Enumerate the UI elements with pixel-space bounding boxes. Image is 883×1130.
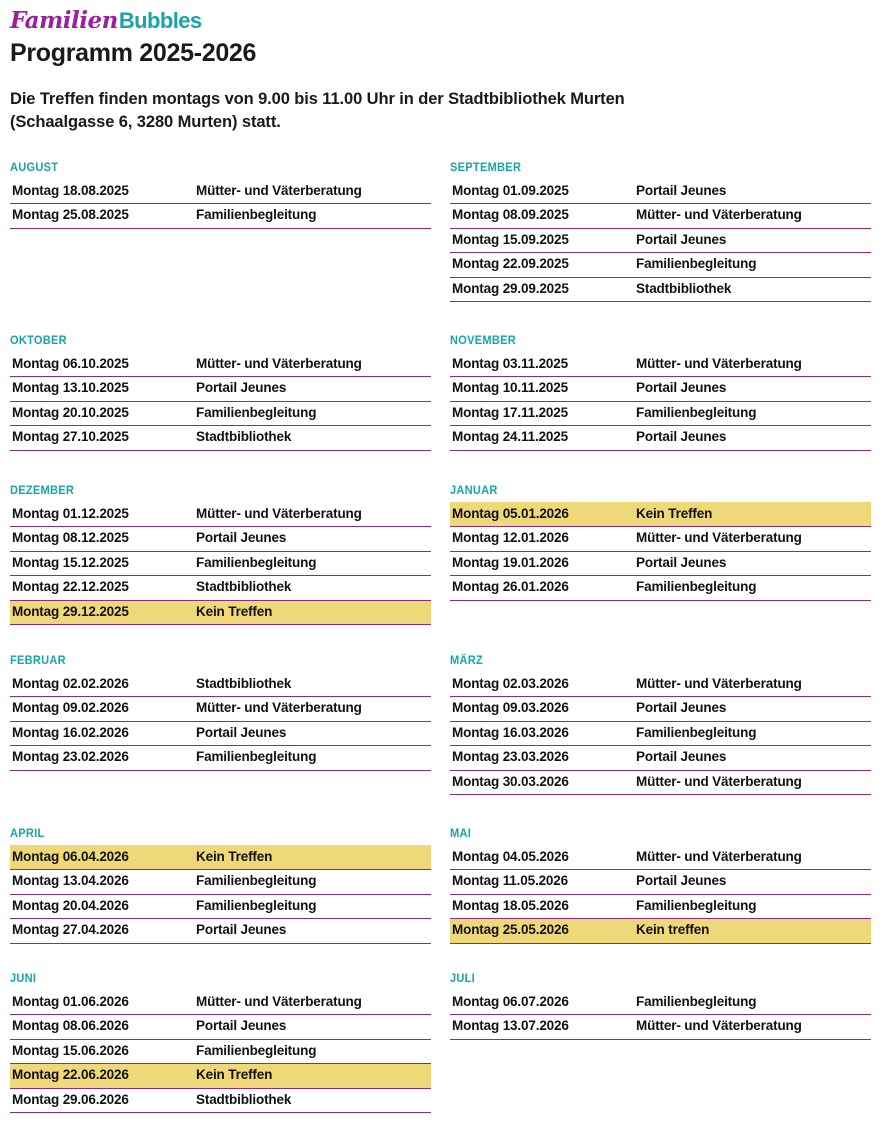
activity-cell: Familienbegleitung: [194, 1039, 431, 1064]
table-row: [10, 672, 431, 697]
activity-cell: Portail Jeunes: [634, 870, 871, 895]
month-heading: JULI: [450, 971, 476, 985]
date-cell: Montag 01.12.2025: [10, 502, 194, 527]
month-table: [450, 352, 871, 451]
month-block-november: [450, 333, 871, 451]
activity-cell: Kein treffen: [634, 919, 871, 944]
activity-cell: Portail Jeunes: [634, 746, 871, 771]
table-row: [10, 1039, 431, 1064]
date-cell: Montag 15.12.2025: [10, 551, 194, 576]
month-block-juni: [10, 971, 431, 1113]
date-cell: Montag 13.10.2025: [10, 377, 194, 402]
date-cell: Montag 08.09.2025: [450, 204, 634, 229]
date-cell: Montag 16.02.2026: [10, 721, 194, 746]
month-table: [450, 672, 871, 795]
brand-logo: [10, 6, 870, 35]
activity-cell: Portail Jeunes: [194, 527, 431, 552]
table-row: [450, 377, 871, 402]
activity-cell: Mütter- und Väterberatung: [634, 352, 871, 377]
table-row: [10, 426, 431, 451]
brand-logo-familien: Familien: [10, 7, 118, 34]
date-cell: Montag 22.12.2025: [10, 576, 194, 601]
activity-cell: Familienbegleitung: [634, 721, 871, 746]
table-row: [10, 919, 431, 944]
table-row: [10, 845, 431, 870]
table-row: [10, 1064, 431, 1089]
activity-cell: Portail Jeunes: [634, 179, 871, 204]
table-row: [10, 551, 431, 576]
date-cell: Montag 17.11.2025: [450, 401, 634, 426]
table-row: [450, 697, 871, 722]
activity-cell: Kein Treffen: [194, 845, 431, 870]
activity-cell: Mütter- und Väterberatung: [634, 770, 871, 795]
date-cell: Montag 06.10.2025: [10, 352, 194, 377]
table-row: [450, 502, 871, 527]
date-cell: Montag 03.11.2025: [450, 352, 634, 377]
month-table: [450, 502, 871, 601]
table-row: [10, 721, 431, 746]
date-cell: Montag 08.12.2025: [10, 527, 194, 552]
month-heading: NOVEMBER: [450, 333, 517, 347]
table-row: [10, 352, 431, 377]
date-cell: Montag 12.01.2026: [450, 527, 634, 552]
activity-cell: Stadtbibliothek: [194, 1088, 431, 1113]
table-row: [450, 1015, 871, 1040]
intro-line-2: (Schaalgasse 6, 3280 Murten) statt.: [10, 113, 281, 131]
table-row: [10, 401, 431, 426]
activity-cell: Kein Treffen: [194, 1064, 431, 1089]
date-cell: Montag 09.02.2026: [10, 697, 194, 722]
date-cell: Montag 22.06.2026: [10, 1064, 194, 1089]
month-block-mai: [450, 826, 871, 944]
month-table: [10, 845, 431, 944]
date-cell: Montag 10.11.2025: [450, 377, 634, 402]
month-block-august: [10, 160, 431, 229]
table-row: [450, 228, 871, 253]
table-row: [450, 770, 871, 795]
table-row: [450, 919, 871, 944]
table-row: [450, 527, 871, 552]
activity-cell: Familienbegleitung: [634, 253, 871, 278]
table-row: [10, 502, 431, 527]
activity-cell: Mütter- und Väterberatung: [194, 502, 431, 527]
activity-cell: Familienbegleitung: [194, 551, 431, 576]
date-cell: Montag 16.03.2026: [450, 721, 634, 746]
date-cell: Montag 19.01.2026: [450, 551, 634, 576]
date-cell: Montag 01.06.2026: [10, 990, 194, 1015]
date-cell: Montag 08.06.2026: [10, 1015, 194, 1040]
month-heading: JANUAR: [450, 483, 498, 497]
month-table: [10, 352, 431, 451]
date-cell: Montag 18.08.2025: [10, 179, 194, 204]
activity-cell: Familienbegleitung: [194, 401, 431, 426]
date-cell: Montag 30.03.2026: [450, 770, 634, 795]
month-heading: AUGUST: [10, 160, 59, 174]
month-heading: JUNI: [10, 971, 37, 985]
date-cell: Montag 23.03.2026: [450, 746, 634, 771]
date-cell: Montag 18.05.2026: [450, 894, 634, 919]
month-heading: FEBRUAR: [10, 653, 66, 667]
date-cell: Montag 24.11.2025: [450, 426, 634, 451]
table-row: [450, 672, 871, 697]
activity-cell: Stadtbibliothek: [194, 672, 431, 697]
date-cell: Montag 15.06.2026: [10, 1039, 194, 1064]
intro-line-1: Die Treffen finden montags von 9.00 bis 11.00 Uhr in der Stadtbibliothek Murten: [10, 90, 625, 108]
table-row: [10, 600, 431, 625]
table-row: [10, 870, 431, 895]
activity-cell: Portail Jeunes: [194, 919, 431, 944]
table-row: [450, 551, 871, 576]
date-cell: Montag 22.09.2025: [450, 253, 634, 278]
table-row: [10, 377, 431, 402]
table-row: [10, 204, 431, 229]
activity-cell: Familienbegleitung: [194, 746, 431, 771]
month-heading: MAI: [450, 826, 472, 840]
table-row: [450, 426, 871, 451]
activity-cell: Mütter- und Väterberatung: [634, 845, 871, 870]
table-row: [450, 179, 871, 204]
date-cell: Montag 20.04.2026: [10, 894, 194, 919]
date-cell: Montag 20.10.2025: [10, 401, 194, 426]
month-heading: SEPTEMBER: [450, 160, 522, 174]
date-cell: Montag 01.09.2025: [450, 179, 634, 204]
activity-cell: Portail Jeunes: [634, 228, 871, 253]
month-block-januar: [450, 483, 871, 601]
activity-cell: Familienbegleitung: [194, 870, 431, 895]
activity-cell: Mütter- und Väterberatung: [634, 672, 871, 697]
activity-cell: Stadtbibliothek: [194, 576, 431, 601]
table-row: [450, 352, 871, 377]
activity-cell: Mütter- und Väterberatung: [194, 697, 431, 722]
activity-cell: Stadtbibliothek: [634, 277, 871, 302]
date-cell: Montag 25.05.2026: [450, 919, 634, 944]
date-cell: Montag 09.03.2026: [450, 697, 634, 722]
month-block-april: [10, 826, 431, 944]
table-row: [450, 746, 871, 771]
table-row: [10, 990, 431, 1015]
table-row: [450, 576, 871, 601]
date-cell: Montag 13.07.2026: [450, 1015, 634, 1040]
month-heading: DEZEMBER: [10, 483, 75, 497]
date-cell: Montag 25.08.2025: [10, 204, 194, 229]
activity-cell: Mütter- und Väterberatung: [194, 352, 431, 377]
activity-cell: Stadtbibliothek: [194, 426, 431, 451]
intro-text: [10, 88, 870, 134]
table-row: [450, 253, 871, 278]
date-cell: Montag 04.05.2026: [450, 845, 634, 870]
activity-cell: Familienbegleitung: [634, 990, 871, 1015]
brand-logo-bubbles: Bubbles: [118, 8, 202, 33]
month-block-februar: [10, 653, 431, 771]
activity-cell: Familienbegleitung: [634, 576, 871, 601]
activity-cell: Mütter- und Väterberatung: [634, 204, 871, 229]
activity-cell: Familienbegleitung: [194, 204, 431, 229]
activity-cell: Portail Jeunes: [194, 721, 431, 746]
month-table: [10, 990, 431, 1113]
date-cell: Montag 29.12.2025: [10, 600, 194, 625]
month-block-dezember: [10, 483, 431, 625]
month-table: [450, 179, 871, 302]
month-heading: APRIL: [10, 826, 45, 840]
table-row: [10, 1088, 431, 1113]
activity-cell: Portail Jeunes: [634, 697, 871, 722]
month-block-oktober: [10, 333, 431, 451]
activity-cell: Mütter- und Väterberatung: [634, 1015, 871, 1040]
table-row: [450, 870, 871, 895]
table-row: [450, 204, 871, 229]
date-cell: Montag 13.04.2026: [10, 870, 194, 895]
page-header: [10, 6, 870, 68]
month-table: [450, 990, 871, 1040]
month-block-juli: [450, 971, 871, 1040]
table-row: [450, 845, 871, 870]
date-cell: Montag 26.01.2026: [450, 576, 634, 601]
month-table: [10, 672, 431, 771]
table-row: [10, 697, 431, 722]
date-cell: Montag 15.09.2025: [450, 228, 634, 253]
activity-cell: Mütter- und Väterberatung: [194, 990, 431, 1015]
date-cell: Montag 02.03.2026: [450, 672, 634, 697]
table-row: [450, 277, 871, 302]
date-cell: Montag 06.07.2026: [450, 990, 634, 1015]
date-cell: Montag 23.02.2026: [10, 746, 194, 771]
activity-cell: Kein Treffen: [194, 600, 431, 625]
month-table: [10, 502, 431, 625]
page-title: Programm 2025-2026: [10, 39, 257, 67]
activity-cell: Familienbegleitung: [634, 401, 871, 426]
month-table: [10, 179, 431, 229]
table-row: [10, 746, 431, 771]
date-cell: Montag 02.02.2026: [10, 672, 194, 697]
date-cell: Montag 29.06.2026: [10, 1088, 194, 1113]
table-row: [450, 990, 871, 1015]
activity-cell: Mütter- und Väterberatung: [194, 179, 431, 204]
table-row: [10, 527, 431, 552]
date-cell: Montag 06.04.2026: [10, 845, 194, 870]
activity-cell: Portail Jeunes: [194, 377, 431, 402]
table-row: [450, 721, 871, 746]
activity-cell: Mütter- und Väterberatung: [634, 527, 871, 552]
date-cell: Montag 27.10.2025: [10, 426, 194, 451]
table-row: [10, 894, 431, 919]
table-row: [10, 179, 431, 204]
activity-cell: Kein Treffen: [634, 502, 871, 527]
date-cell: Montag 27.04.2026: [10, 919, 194, 944]
activity-cell: Portail Jeunes: [634, 426, 871, 451]
activity-cell: Portail Jeunes: [194, 1015, 431, 1040]
month-heading: OKTOBER: [10, 333, 67, 347]
table-row: [450, 401, 871, 426]
activity-cell: Portail Jeunes: [634, 377, 871, 402]
date-cell: Montag 11.05.2026: [450, 870, 634, 895]
month-table: [450, 845, 871, 944]
activity-cell: Familienbegleitung: [194, 894, 431, 919]
table-row: [10, 576, 431, 601]
month-block-märz: [450, 653, 871, 795]
date-cell: Montag 29.09.2025: [450, 277, 634, 302]
date-cell: Montag 05.01.2026: [450, 502, 634, 527]
month-block-september: [450, 160, 871, 302]
month-heading: MÄRZ: [450, 653, 483, 667]
table-row: [450, 894, 871, 919]
activity-cell: Familienbegleitung: [634, 894, 871, 919]
table-row: [10, 1015, 431, 1040]
activity-cell: Portail Jeunes: [634, 551, 871, 576]
